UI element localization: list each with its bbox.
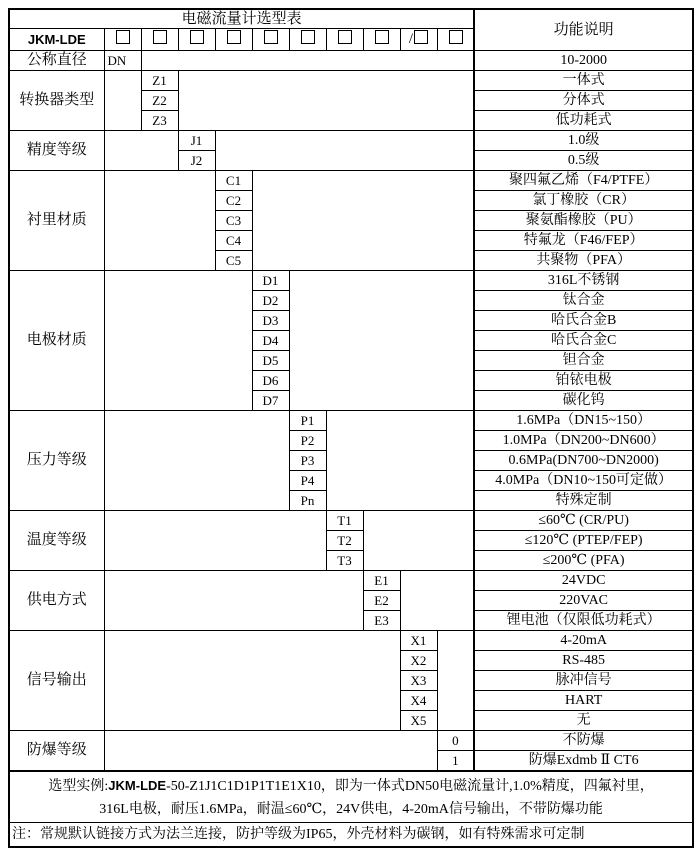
section-label-electrode-material: 电极材质 <box>9 271 104 411</box>
spacer-cell <box>141 51 474 71</box>
model-checkbox-cell <box>326 29 363 51</box>
model-checkbox-cell <box>400 29 437 51</box>
code-cell: Pn <box>289 491 326 511</box>
checkbox-icon <box>338 30 352 44</box>
desc-cell: 钛合金 <box>474 291 693 311</box>
slash-separator: / <box>408 31 414 47</box>
spacer-cell <box>104 571 363 631</box>
checkbox-icon <box>449 30 463 44</box>
function-column-header: 功能说明 <box>474 9 693 51</box>
code-cell: X4 <box>400 691 437 711</box>
spacer-cell <box>437 631 474 731</box>
model-checkbox-cell <box>178 29 215 51</box>
desc-cell: 脉冲信号 <box>474 671 693 691</box>
desc-cell: 碳化钨 <box>474 391 693 411</box>
checkbox-icon <box>153 30 167 44</box>
desc-cell: ≤200℃ (PFA) <box>474 551 693 571</box>
spacer-cell <box>326 411 474 511</box>
section-label-liner-material: 衬里材质 <box>9 171 104 271</box>
desc-cell: 氯丁橡胶（CR） <box>474 191 693 211</box>
selection-table <box>8 8 694 848</box>
checkbox-icon <box>116 30 130 44</box>
spacer-cell <box>104 171 215 271</box>
code-cell: C3 <box>215 211 252 231</box>
code-cell: E3 <box>363 611 400 631</box>
spacer-cell <box>215 131 474 171</box>
code-cell: T2 <box>326 531 363 551</box>
desc-cell: 聚四氟乙烯（F4/PTFE） <box>474 171 693 191</box>
desc-cell: 0.5级 <box>474 151 693 171</box>
model-checkbox-cell <box>252 29 289 51</box>
desc-cell: 24VDC <box>474 571 693 591</box>
desc-cell: 一体式 <box>474 71 693 91</box>
selection-example-line1 <box>10 774 692 798</box>
section-label-power-supply: 供电方式 <box>9 571 104 631</box>
code-cell: D5 <box>252 351 289 371</box>
code-cell: D1 <box>252 271 289 291</box>
desc-cell: 低功耗式 <box>474 111 693 131</box>
code-cell: 0 <box>437 731 474 751</box>
code-cell: C2 <box>215 191 252 211</box>
desc-cell: 铂铱电极 <box>474 371 693 391</box>
spacer-cell <box>104 271 252 411</box>
selection-example-cell <box>9 771 693 823</box>
model-checkbox-cell <box>104 29 141 51</box>
desc-cell: HART <box>474 691 693 711</box>
code-cell: E1 <box>363 571 400 591</box>
desc-cell: 4.0MPa（DN10~150可定做） <box>474 471 693 491</box>
spacer-cell <box>104 511 326 571</box>
section-label-explosion-proof: 防爆等级 <box>9 731 104 772</box>
code-cell-dn: DN <box>104 51 141 71</box>
spacer-cell <box>104 631 400 731</box>
desc-cell: 1.6MPa（DN15~150） <box>474 411 693 431</box>
code-cell: D6 <box>252 371 289 391</box>
section-label-pressure: 压力等级 <box>9 411 104 511</box>
code-cell: P4 <box>289 471 326 491</box>
table-title: 电磁流量计选型表 <box>9 9 474 29</box>
desc-cell: ≤120℃ (PTEP/FEP) <box>474 531 693 551</box>
code-cell: J1 <box>178 131 215 151</box>
spacer-cell <box>252 171 474 271</box>
desc-cell: 共聚物（PFA） <box>474 251 693 271</box>
code-cell: D4 <box>252 331 289 351</box>
desc-cell: 316L不锈钢 <box>474 271 693 291</box>
checkbox-icon <box>375 30 389 44</box>
checkbox-icon <box>190 30 204 44</box>
desc-cell: 特殊定制 <box>474 491 693 511</box>
model-checkbox-cell <box>363 29 400 51</box>
desc-cell: 无 <box>474 711 693 731</box>
desc-cell: 220VAC <box>474 591 693 611</box>
model-checkbox-cell <box>289 29 326 51</box>
model-checkbox-cell <box>141 29 178 51</box>
code-cell: D7 <box>252 391 289 411</box>
code-cell: Z2 <box>141 91 178 111</box>
checkbox-icon <box>301 30 315 44</box>
desc-cell: 聚氨酯橡胶（PU） <box>474 211 693 231</box>
checkbox-icon <box>414 30 428 44</box>
desc-cell: 4-20mA <box>474 631 693 651</box>
row-label-diameter: 公称直径 <box>9 51 104 71</box>
code-cell: X2 <box>400 651 437 671</box>
section-label-converter-type: 转换器类型 <box>9 71 104 131</box>
code-cell: J2 <box>178 151 215 171</box>
selection-example-line2: 316L电极，耐压1.6MPa，耐温≤60℃，24V供电，4-20mA信号输出，不带防爆功能 <box>99 801 603 817</box>
section-label-signal-output: 信号输出 <box>9 631 104 731</box>
example-line1-rest: -50-Z1J1C1D1P1T1E1X10，即为一体式DN50电磁流量计,1.0%精度，四氟衬里， <box>166 778 654 794</box>
code-cell: E2 <box>363 591 400 611</box>
example-model-code: JKM-LDE <box>108 777 167 793</box>
desc-cell: 锂电池（仅限低功耗式） <box>474 611 693 631</box>
code-cell: P3 <box>289 451 326 471</box>
code-cell: 1 <box>437 751 474 772</box>
spacer-cell <box>104 131 178 171</box>
spacer-cell <box>104 411 289 511</box>
section-label-accuracy: 精度等级 <box>9 131 104 171</box>
code-cell: X1 <box>400 631 437 651</box>
model-prefix-label: JKM-LDE <box>9 29 104 51</box>
desc-cell: 钽合金 <box>474 351 693 371</box>
spacer-cell <box>178 71 474 131</box>
desc-cell: 1.0MPa（DN200~DN600） <box>474 431 693 451</box>
desc-cell: RS-485 <box>474 651 693 671</box>
desc-cell: 特氟龙（F46/FEP） <box>474 231 693 251</box>
code-cell: Z3 <box>141 111 178 131</box>
example-prefix: 选型实例: <box>48 778 109 794</box>
desc-cell: 哈氏合金C <box>474 331 693 351</box>
code-cell: C5 <box>215 251 252 271</box>
model-checkbox-cell <box>437 29 474 51</box>
checkbox-icon <box>227 30 241 44</box>
spacer-cell <box>400 571 474 631</box>
code-cell: X5 <box>400 711 437 731</box>
section-label-temperature: 温度等级 <box>9 511 104 571</box>
code-cell: C4 <box>215 231 252 251</box>
code-cell: D3 <box>252 311 289 331</box>
desc-cell: 防爆Exdmb Ⅱ CT6 <box>474 751 693 772</box>
code-cell: P1 <box>289 411 326 431</box>
desc-cell: 0.6MPa(DN700~DN2000) <box>474 451 693 471</box>
desc-cell: ≤60℃ (CR/PU) <box>474 511 693 531</box>
desc-cell: 哈氏合金B <box>474 311 693 331</box>
code-cell: T1 <box>326 511 363 531</box>
checkbox-icon <box>264 30 278 44</box>
code-cell: Z1 <box>141 71 178 91</box>
code-cell: X3 <box>400 671 437 691</box>
desc-cell: 10-2000 <box>474 51 693 71</box>
code-cell: C1 <box>215 171 252 191</box>
spacer-cell <box>104 731 437 772</box>
desc-cell: 1.0级 <box>474 131 693 151</box>
desc-cell: 分体式 <box>474 91 693 111</box>
code-cell: T3 <box>326 551 363 571</box>
spacer-cell <box>289 271 474 411</box>
code-cell: P2 <box>289 431 326 451</box>
model-checkbox-cell <box>215 29 252 51</box>
desc-cell: 不防爆 <box>474 731 693 751</box>
spacer-cell <box>104 71 141 131</box>
spacer-cell <box>363 511 474 571</box>
code-cell: D2 <box>252 291 289 311</box>
footnote: 注：常规默认链接方式为法兰连接，防护等级为IP65，外壳材料为碳钢，如有特殊需求可定制 <box>9 823 693 848</box>
